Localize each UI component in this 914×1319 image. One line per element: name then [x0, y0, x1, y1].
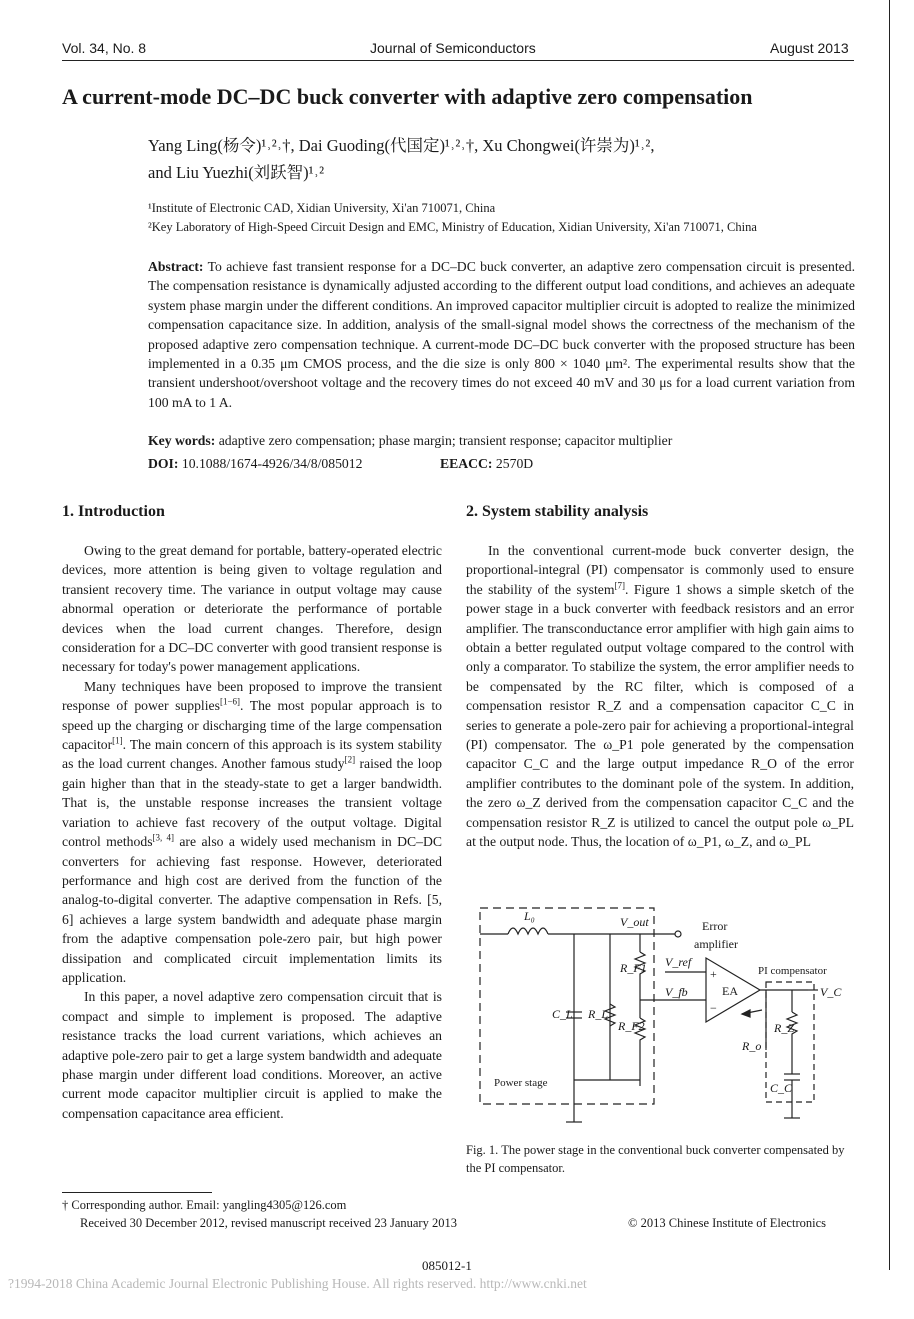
copyright: © 2013 Chinese Institute of Electronics [628, 1216, 826, 1230]
section-2-heading: 2. System stability analysis [466, 503, 649, 520]
journal-name: Journal of Semiconductors [370, 40, 536, 56]
eeacc-value: 2570D [495, 456, 534, 471]
figure-1-circuit [470, 900, 850, 1130]
citation[interactable]: [1] [112, 735, 123, 746]
page-edge-line [889, 0, 890, 1270]
label-vfb: V_fb [665, 985, 688, 999]
power-stage-box [480, 908, 654, 1104]
label-rl: R_L [588, 1007, 609, 1021]
received-dates: Received 30 December 2012, revised manuscript received 23 January 2013 [80, 1216, 457, 1230]
author-list [148, 132, 868, 186]
keywords [148, 433, 672, 449]
citation[interactable]: [2] [344, 754, 356, 765]
label-rz: R_Z [774, 1021, 795, 1035]
label-vc: V_C [820, 985, 842, 999]
doi-value: 10.1088/1674-4926/34/8/085012 [181, 456, 363, 471]
label-minus: − [710, 1001, 717, 1015]
abstract-text: To achieve fast transient response for a DC–DC buck converter, an adaptive zero compensation circuit is presented. The compensation resistance is dynamically adjusted according to the different output load conditions, and achieves an adequate system phase margin under the different conditions. An improved capacitor multiplier circuit is adopted to realize the minimized compensation capacitance size. In addition, analysis of the small-signal model shows the correctness of the mechanism of the proposed adaptive zero compensation technique. A current-mode DC–DC buck converter with the proposed structure has been implemented in a 0.35 μm CMOS process, and the die size is only 800 × 1040 μm². The experimental results show that the transient undershoot/overshoot voltage and the recovery times do not exceed 40 mV and 30 μs for a load current variation from 100 mA to 1 A. [148, 259, 855, 410]
paper-title: A current-mode DC–DC buck converter with adaptive zero compensation [62, 84, 753, 109]
label-pi-compensator: PI compensator [758, 965, 827, 977]
eeacc-label: EEACC: [440, 456, 493, 471]
issue-date: August 2013 [770, 40, 849, 56]
citation[interactable]: [7] [614, 580, 626, 591]
citation[interactable]: [3, 4] [152, 832, 174, 843]
affiliation-2: ²Key Laboratory of High-Speed Circuit Design and EMC, Ministry of Education, Xidian University, Xi'an 710071, China [148, 220, 757, 234]
section-2-paragraph-1: In the conventional current-mode buck converter design, the proportional-integral (PI) compensator is commonly used to ensure the stability of the system[7]. Figure 1 shows a simple sketch of the power stage in a buck converter with feedback resistors and an error amplifier. The transconductance error amplifier with high gain aims to obtain a better regulated output voltage compared to the control with only a comparator. To stabilize the system, the error amplifier needs to be compensated by the RC filter, which is composed of a compensation resistor R_Z and a compensation capacitor C_C in series to generate a pole-zero pair for achieving a proportional-integral (PI) compensator. The ω_P1 pole generated by the compensation capacitor C_C and the large output impedance R_O of the error amplifier contributes to the dominant pole of the system. In addition, the zero ω_Z derived from the compensation capacitor C_C and the compensation resistor R_Z is utilized to cancel the output pole ω_PL at the output node. Thus, the location of ω_P1, ω_Z, and ω_PL [466, 543, 854, 850]
label-ro: R_o [742, 1039, 762, 1053]
abstract-label: Abstract: [148, 259, 204, 274]
label-power-stage: Power stage [494, 1077, 548, 1089]
page-number: 085012-1 [422, 1258, 472, 1273]
label-vout: V_out [620, 915, 649, 929]
keywords-text: adaptive zero compensation; phase margin; transient response; capacitor multiplier [218, 433, 673, 448]
figure-1-caption: Fig. 1. The power stage in the conventional buck converter compensated by the PI compensator. [466, 1143, 845, 1175]
label-vref: V_ref [665, 955, 692, 969]
label-plus: + [710, 967, 717, 981]
label-amplifier: amplifier [694, 937, 738, 951]
cnki-watermark: ?1994-2018 China Academic Journal Electronic Publishing House. All rights reserved. http://www.cnki.net [8, 1276, 587, 1291]
header-rule [62, 60, 854, 61]
left-column [62, 541, 442, 1123]
author-line-1: Yang Ling(杨令)¹˒²˒†, Dai Guoding(代国定)¹˒²˒†, Xu Chongwei(许崇为)¹˒², [148, 136, 655, 155]
intro-paragraph-1: Owing to the great demand for portable, battery-operated electric devices, more attention is being given to voltage regulation and transient recovery time. The variance in output voltage may cause abnormal operation or deteriorate the performance of portable devices when the load current changes. Therefore, design consideration for a DC–DC converter with good transient response is necessary for today's power management applications. [62, 543, 442, 675]
doi-line [148, 456, 362, 472]
doi-label: DOI: [148, 456, 179, 471]
section-1-heading: 1. Introduction [62, 503, 165, 520]
label-cl: C_L [552, 1007, 573, 1021]
output-node [675, 931, 681, 937]
intro-paragraph-2: Many techniques have been proposed to improve the transient response of power supplies[1−6]. The most popular approach is to speed up the charging or discharging time of the large compensation capacitor[1]. The main concern of this approach is its system stability as the load current changes. Another famous study[2] raised the loop gain higher than that in the steady-state to get a larger bandwidth. That is, the unstable response increases the transient voltage variation to achieve fast recovery of the output voltage. Digital control methods[3, 4] are also a widely used mechanism in DC–DC converters for achieving fast response. However, deteriorated performance and high cost are derived from the function of the analog-to-digital converter. The adaptive compensation in Refs. [5, 6] achieves a large system bandwidth and adequate phase margin from the adaptive compensation pole-zero pair, but high power dissipation and complicated circuit implementation limits its application. [62, 678, 443, 985]
label-ea: EA [722, 984, 738, 998]
abstract [148, 257, 855, 412]
keywords-label: Key words: [148, 433, 216, 448]
label-l0: L₀ [524, 909, 535, 923]
label-cc: C_C [770, 1081, 793, 1095]
label-rf1: R_F1 [620, 961, 647, 975]
author-line-2: and Liu Yuezhi(刘跃智)¹˒² [148, 163, 325, 182]
right-column [466, 541, 854, 852]
label-error: Error [702, 919, 728, 933]
label-rf2: R_F2 [618, 1019, 645, 1033]
footnote-rule [62, 1192, 212, 1193]
corresponding-author: † Corresponding author. Email: yangling4305@126.com [62, 1198, 347, 1212]
intro-paragraph-3: In this paper, a novel adaptive zero compensation circuit that is compact and simple to implement is proposed. The adaptive resistance tracks the load current variations, which achieves an adaptive pole-zero pair to get a large system bandwidth and adequate phase margin under different load conditions. Moreover, an active current mode capacitor multiplier circuit is applied to make the compensation capacitance area efficient. [62, 989, 442, 1121]
volume-label: Vol. 34, No. 8 [62, 40, 147, 56]
citation[interactable]: [1−6] [219, 696, 241, 707]
eeacc-line [440, 456, 533, 472]
inductor-symbol [508, 928, 548, 934]
affiliation-1: ¹Institute of Electronic CAD, Xidian University, Xi'an 710071, China [148, 201, 496, 215]
